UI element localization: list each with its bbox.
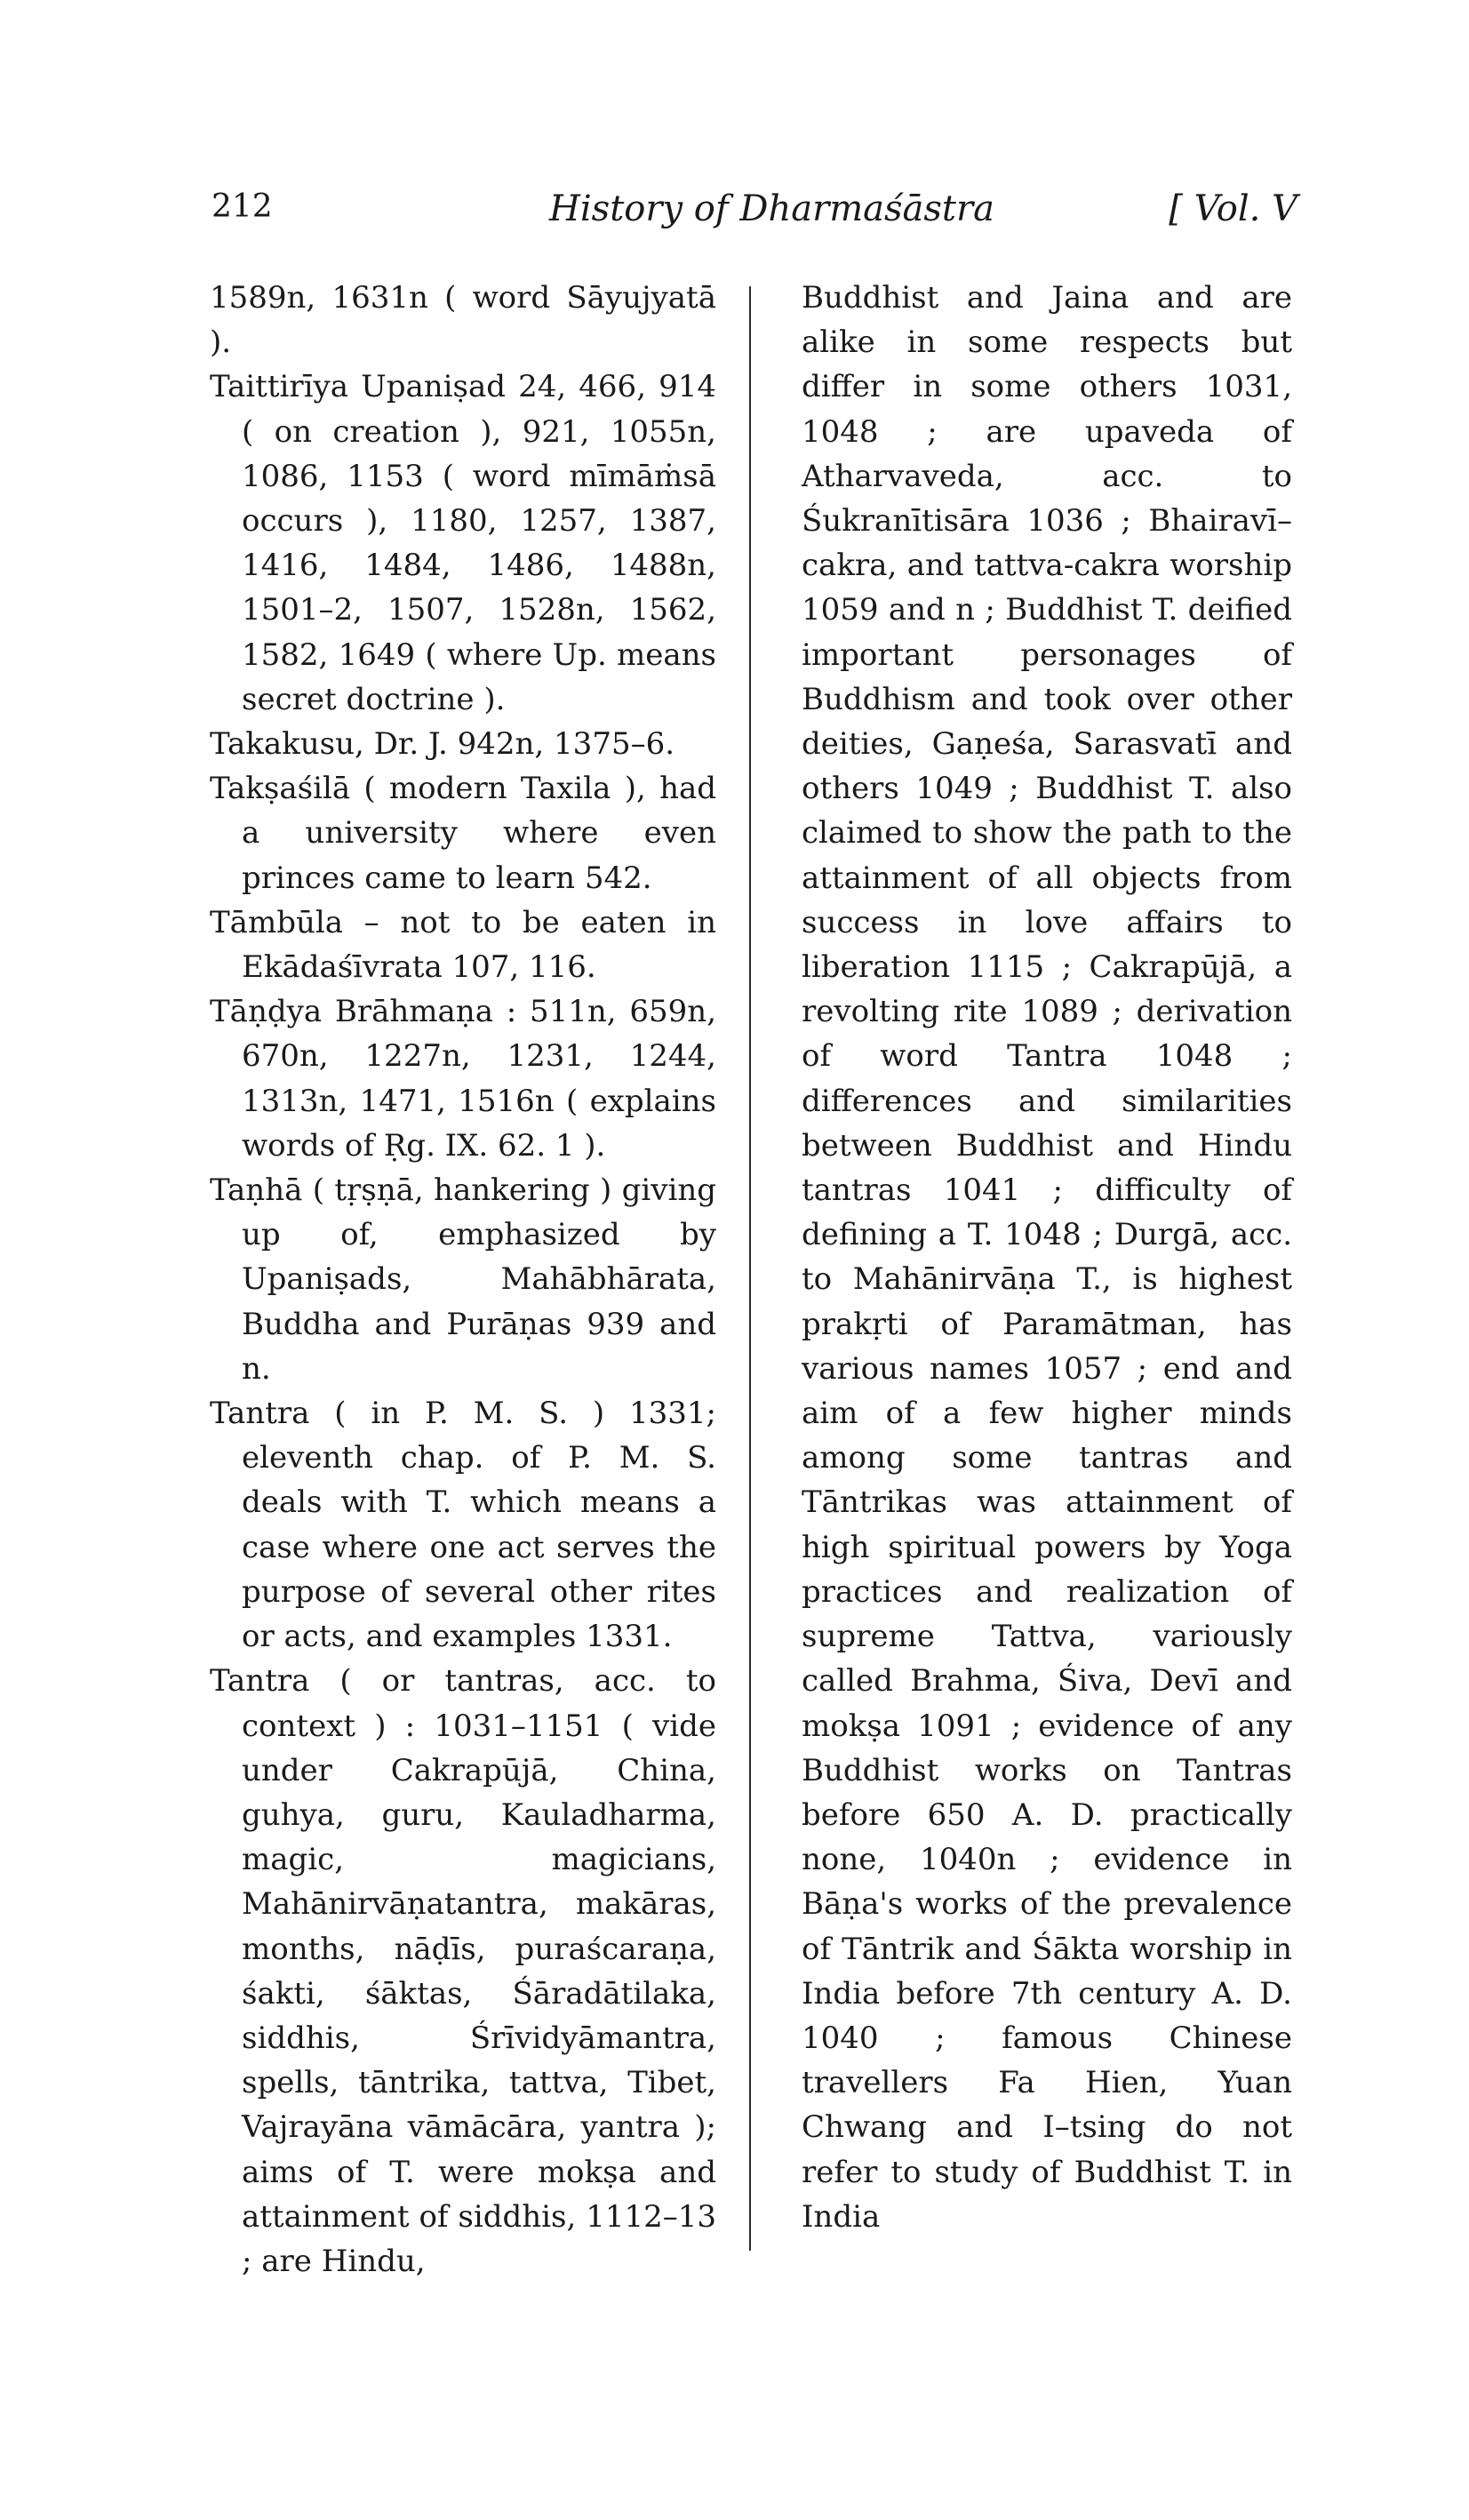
right-column: [802, 276, 1292, 2239]
page-header: [212, 188, 1297, 242]
page-number: 212: [212, 188, 273, 225]
index-entry: Tantra ( in P. M. S. ) 1331; eleventh chap. of P. M. S. deals with T. which means a case where one act serves the purpose of several other rites or acts, and examples 1331.: [210, 1396, 716, 1655]
index-entry: Taittirīya Upaniṣad 24, 466, 914 ( on creation ), 921, 1055n, 1086, 1153 ( word mīmāṁsā occurs ), 1180, 1257, 1387, 1416, 1484, 1486, 1488n, 1501–2, 1507, 1528n, 1562, 1582, 1649 ( where Up. means secret doctrine ).: [210, 369, 716, 717]
column-divider: [749, 286, 751, 2251]
running-title: History of Dharmaśāstra: [549, 188, 994, 229]
index-entry: Takakusu, Dr. J. 942n, 1375–6.: [210, 726, 675, 763]
index-entry: Taṇhā ( tṛṣṇā, hankering ) giving up of, emphasized by Upaniṣads, Mahābhārata, Buddha and Purāṇas 939 and n.: [210, 1172, 716, 1387]
left-column: [210, 276, 716, 2284]
index-entry: 1589n, 1631n ( word Sāyujyatā ).: [210, 280, 716, 361]
index-entry: Tāmbūla – not to be eaten in Ekādaśīvrata 107, 116.: [210, 904, 716, 986]
index-entry: Tantra ( or tantras, acc. to context ) : 1031–1151 ( vide under Cakrapūjā, China, guhya, guru, Kauladharma, magic, magicians, Mahānirvāṇatantra, makāras, months, nāḍīs, puraścaraṇa, śakti, śāktas, Śāradātilaka, siddhis, Śrīvidyāmantra, spells, tāntrika, tattva, Tibet, Vajrayāna vāmācāra, yantra ); aims of T. were mokṣa and attainment of siddhis, 1112–13 ; are Hindu,: [210, 1663, 716, 2279]
index-entry-continuation: Buddhist and Jaina and are alike in some respects but differ in some others 1031, 1048 ; are upaveda of Atharvaveda, acc. to Śukranītisāra 1036 ; Bhairavī–cakra, and tattva-cakra worship 1059 and n ; Buddhist T. deified important personages of Buddhism and took over other deities, Gaṇeśa, Sarasvatī and others 1049 ; Buddhist T. also claimed to show the path to the attainment of all objects from success in love affairs to liberation 1115 ; Cakrapūjā, a revolting rite 1089 ; derivation of word Tantra 1048 ; differences and similarities between Buddhist and Hindu tantras 1041 ; difficulty of defining a T. 1048 ; Durgā, acc. to Mahānirvāṇa T., is highest prakṛti of Paramātman, has various names 1057 ; end and aim of a few higher minds among some tantras and Tāntrikas was attainment of high spiritual powers by Yoga practices and realization of supreme Tattva, variously called Brahma, Śiva, Devī and mokṣa 1091 ; evidence of any Buddhist works on Tantras before 650 A. D. practically none, 1040n ; evidence in Bāṇa's works of the prevalence of Tāntrik and Śākta worship in India before 7th century A. D. 1040 ; famous Chinese travellers Fa Hien, Yuan Chwang and I–tsing do not refer to study of Buddhist T. in India: [802, 280, 1292, 2235]
volume-label: [ Vol. V: [1169, 188, 1297, 229]
index-entry: Takṣaśilā ( modern Taxila ), had a university where even princes came to learn 542.: [210, 771, 716, 896]
index-entry: Tāṇḍya Brāhmaṇa : 511n, 659n, 670n, 1227n, 1231, 1244, 1313n, 1471, 1516n ( explains words of Ṛg. IX. 62. 1 ).: [210, 994, 716, 1164]
